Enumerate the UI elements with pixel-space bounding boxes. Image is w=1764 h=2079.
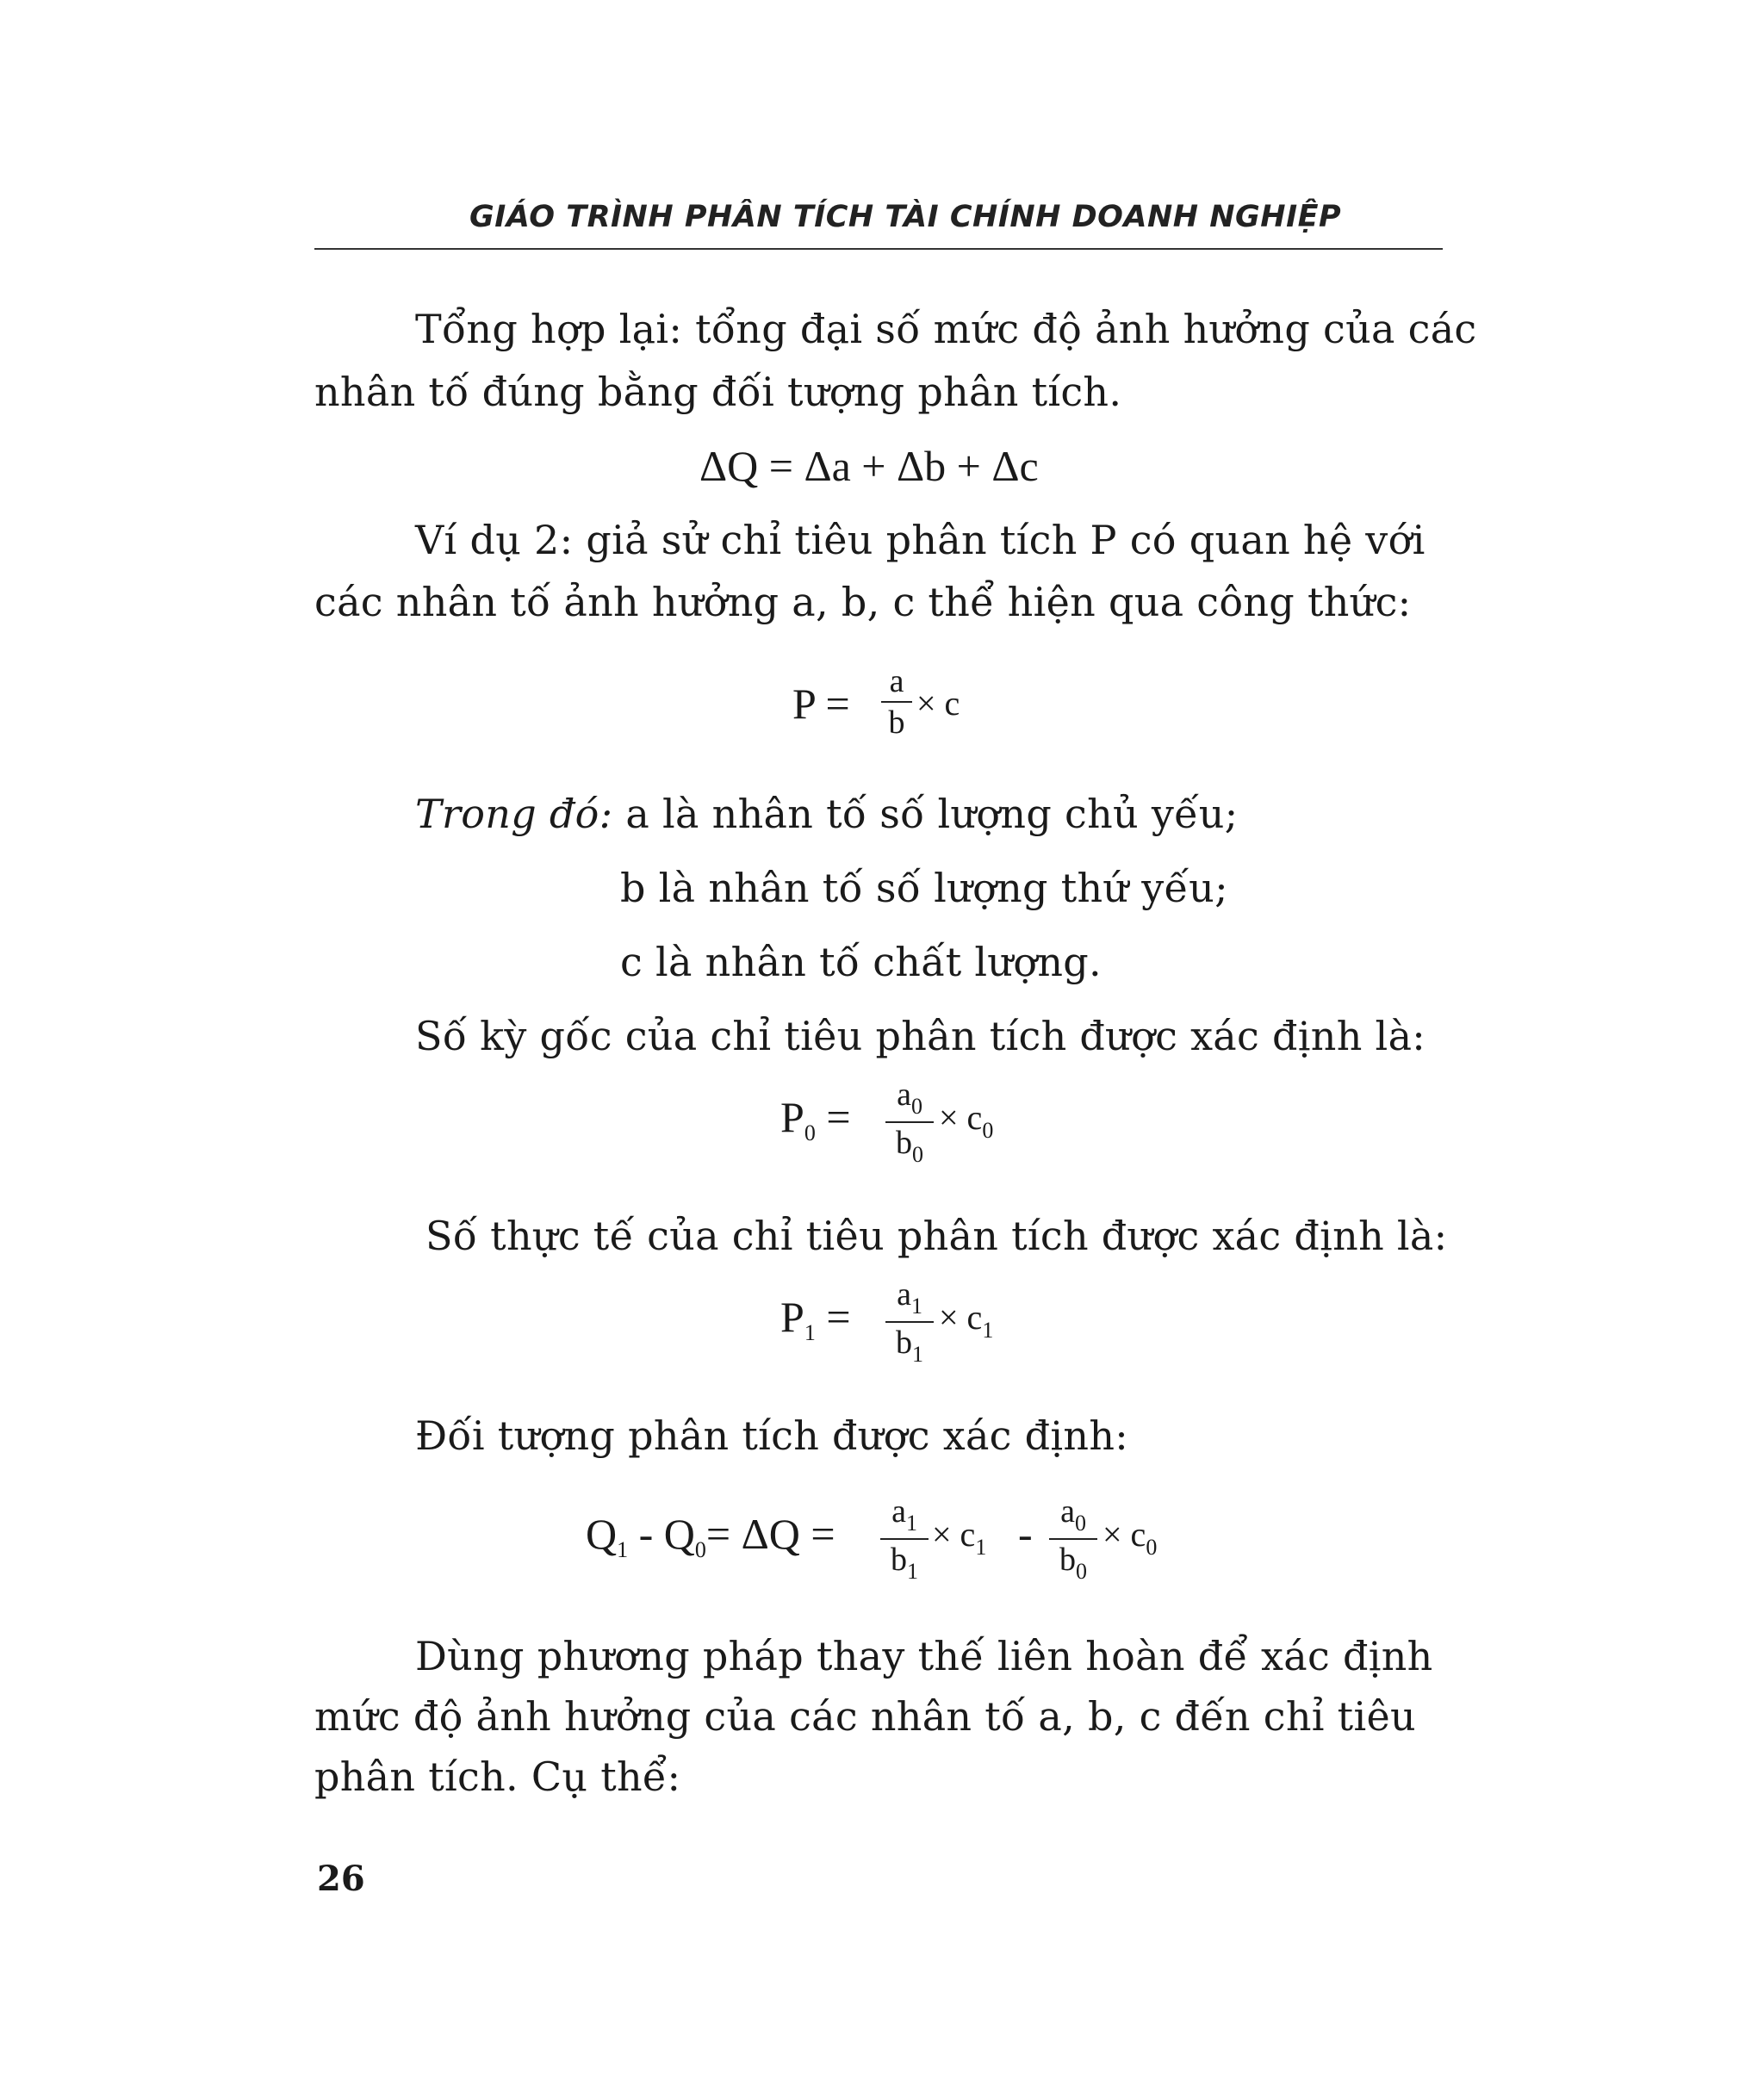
where-line-a bbox=[415, 791, 1238, 837]
eq-p-denominator: b bbox=[888, 704, 905, 741]
eq-p0-numerator: $a_0$ bbox=[897, 1077, 922, 1119]
fraction-bar bbox=[1049, 1538, 1097, 1540]
eq-p-numerator: a bbox=[889, 663, 904, 699]
where-line-b: b là nhân tố số lượng thứ yếu; bbox=[620, 865, 1228, 911]
header-rule bbox=[314, 248, 1443, 250]
eq-p1-fraction bbox=[885, 1278, 934, 1366]
where-a-text: a là nhân tố số lượng chủ yếu; bbox=[625, 791, 1239, 837]
eq-p-fraction bbox=[881, 665, 912, 739]
eq-dq-denominator-2: $b_0$ bbox=[1059, 1542, 1087, 1584]
para2-line1: Ví dụ 2: giả sử chỉ tiêu phân tích P có quan hệ với bbox=[415, 517, 1425, 563]
eq-p1-denominator: $b_1$ bbox=[896, 1325, 923, 1367]
fraction-bar bbox=[880, 1538, 929, 1540]
para1-line1: Tổng hợp lại: tổng đại số mức độ ảnh hưởng của các bbox=[415, 306, 1477, 352]
eq-p-lhs: P = bbox=[792, 680, 850, 728]
para3-line1: Dùng phương pháp thay thế liên hoàn để xác định bbox=[415, 1633, 1433, 1679]
fraction-bar bbox=[881, 701, 912, 703]
eq-dq-lhs: $Q_1 - Q_0= \Delta Q$ = bbox=[586, 1510, 835, 1562]
eq-p0-denominator: $b_0$ bbox=[896, 1125, 923, 1167]
eq-dq-numerator-1: $a_1$ bbox=[891, 1493, 917, 1536]
eq-p0-fraction bbox=[885, 1078, 934, 1166]
para3-line2: mức độ ảnh hưởng của các nhân tố a, b, c đến chỉ tiêu bbox=[314, 1693, 1416, 1740]
eq-dq-term-2: × $c_0$ bbox=[1102, 1515, 1158, 1560]
where-line-c: c là nhân tố chất lượng. bbox=[620, 939, 1102, 985]
eq-dq-term-1: × $c_1$ bbox=[932, 1515, 987, 1560]
object-text: Đối tượng phân tích được xác định: bbox=[415, 1412, 1129, 1459]
eq-dq-fraction-1 bbox=[880, 1495, 929, 1583]
eq-p0-lhs: $P_0$ = bbox=[780, 1093, 851, 1145]
para3-line3: phân tích. Cụ thể: bbox=[314, 1753, 681, 1800]
eq-p1-numerator: $a_1$ bbox=[897, 1276, 922, 1319]
eq-p0-rhs: × $c_0$ bbox=[939, 1098, 994, 1143]
eq-dq-denominator-1: $b_1$ bbox=[891, 1542, 918, 1584]
equation-delta-sum: ΔQ = Δa + Δb + Δc bbox=[699, 442, 1039, 490]
para1-line2: nhân tố đúng bằng đối tượng phân tích. bbox=[314, 369, 1122, 415]
eq-dq-numerator-2: $a_0$ bbox=[1060, 1493, 1086, 1536]
fraction-bar bbox=[885, 1321, 934, 1323]
page-number: 26 bbox=[317, 1859, 365, 1899]
eq-p1-rhs: × $c_1$ bbox=[939, 1298, 994, 1343]
fraction-bar bbox=[885, 1121, 934, 1123]
eq-p1-lhs: $P_1$ = bbox=[780, 1293, 851, 1345]
eq-p-rhs: × c bbox=[916, 684, 960, 723]
running-header bbox=[314, 200, 1443, 250]
eq-dq-fraction-2 bbox=[1049, 1495, 1097, 1583]
header-title: GIÁO TRÌNH PHÂN TÍCH TÀI CHÍNH DOANH NGHIỆP bbox=[469, 200, 1342, 234]
para2-line2: các nhân tố ảnh hưởng a, b, c thể hiện qua công thức: bbox=[314, 579, 1412, 625]
actual-period-text: Số thực tế của chỉ tiêu phân tích được xác định là: bbox=[425, 1213, 1448, 1259]
eq-dq-minus: - bbox=[1018, 1510, 1033, 1558]
base-period-text: Số kỳ gốc của chỉ tiêu phân tích được xác định là: bbox=[415, 1013, 1426, 1059]
where-label: Trong đó: bbox=[415, 791, 613, 837]
